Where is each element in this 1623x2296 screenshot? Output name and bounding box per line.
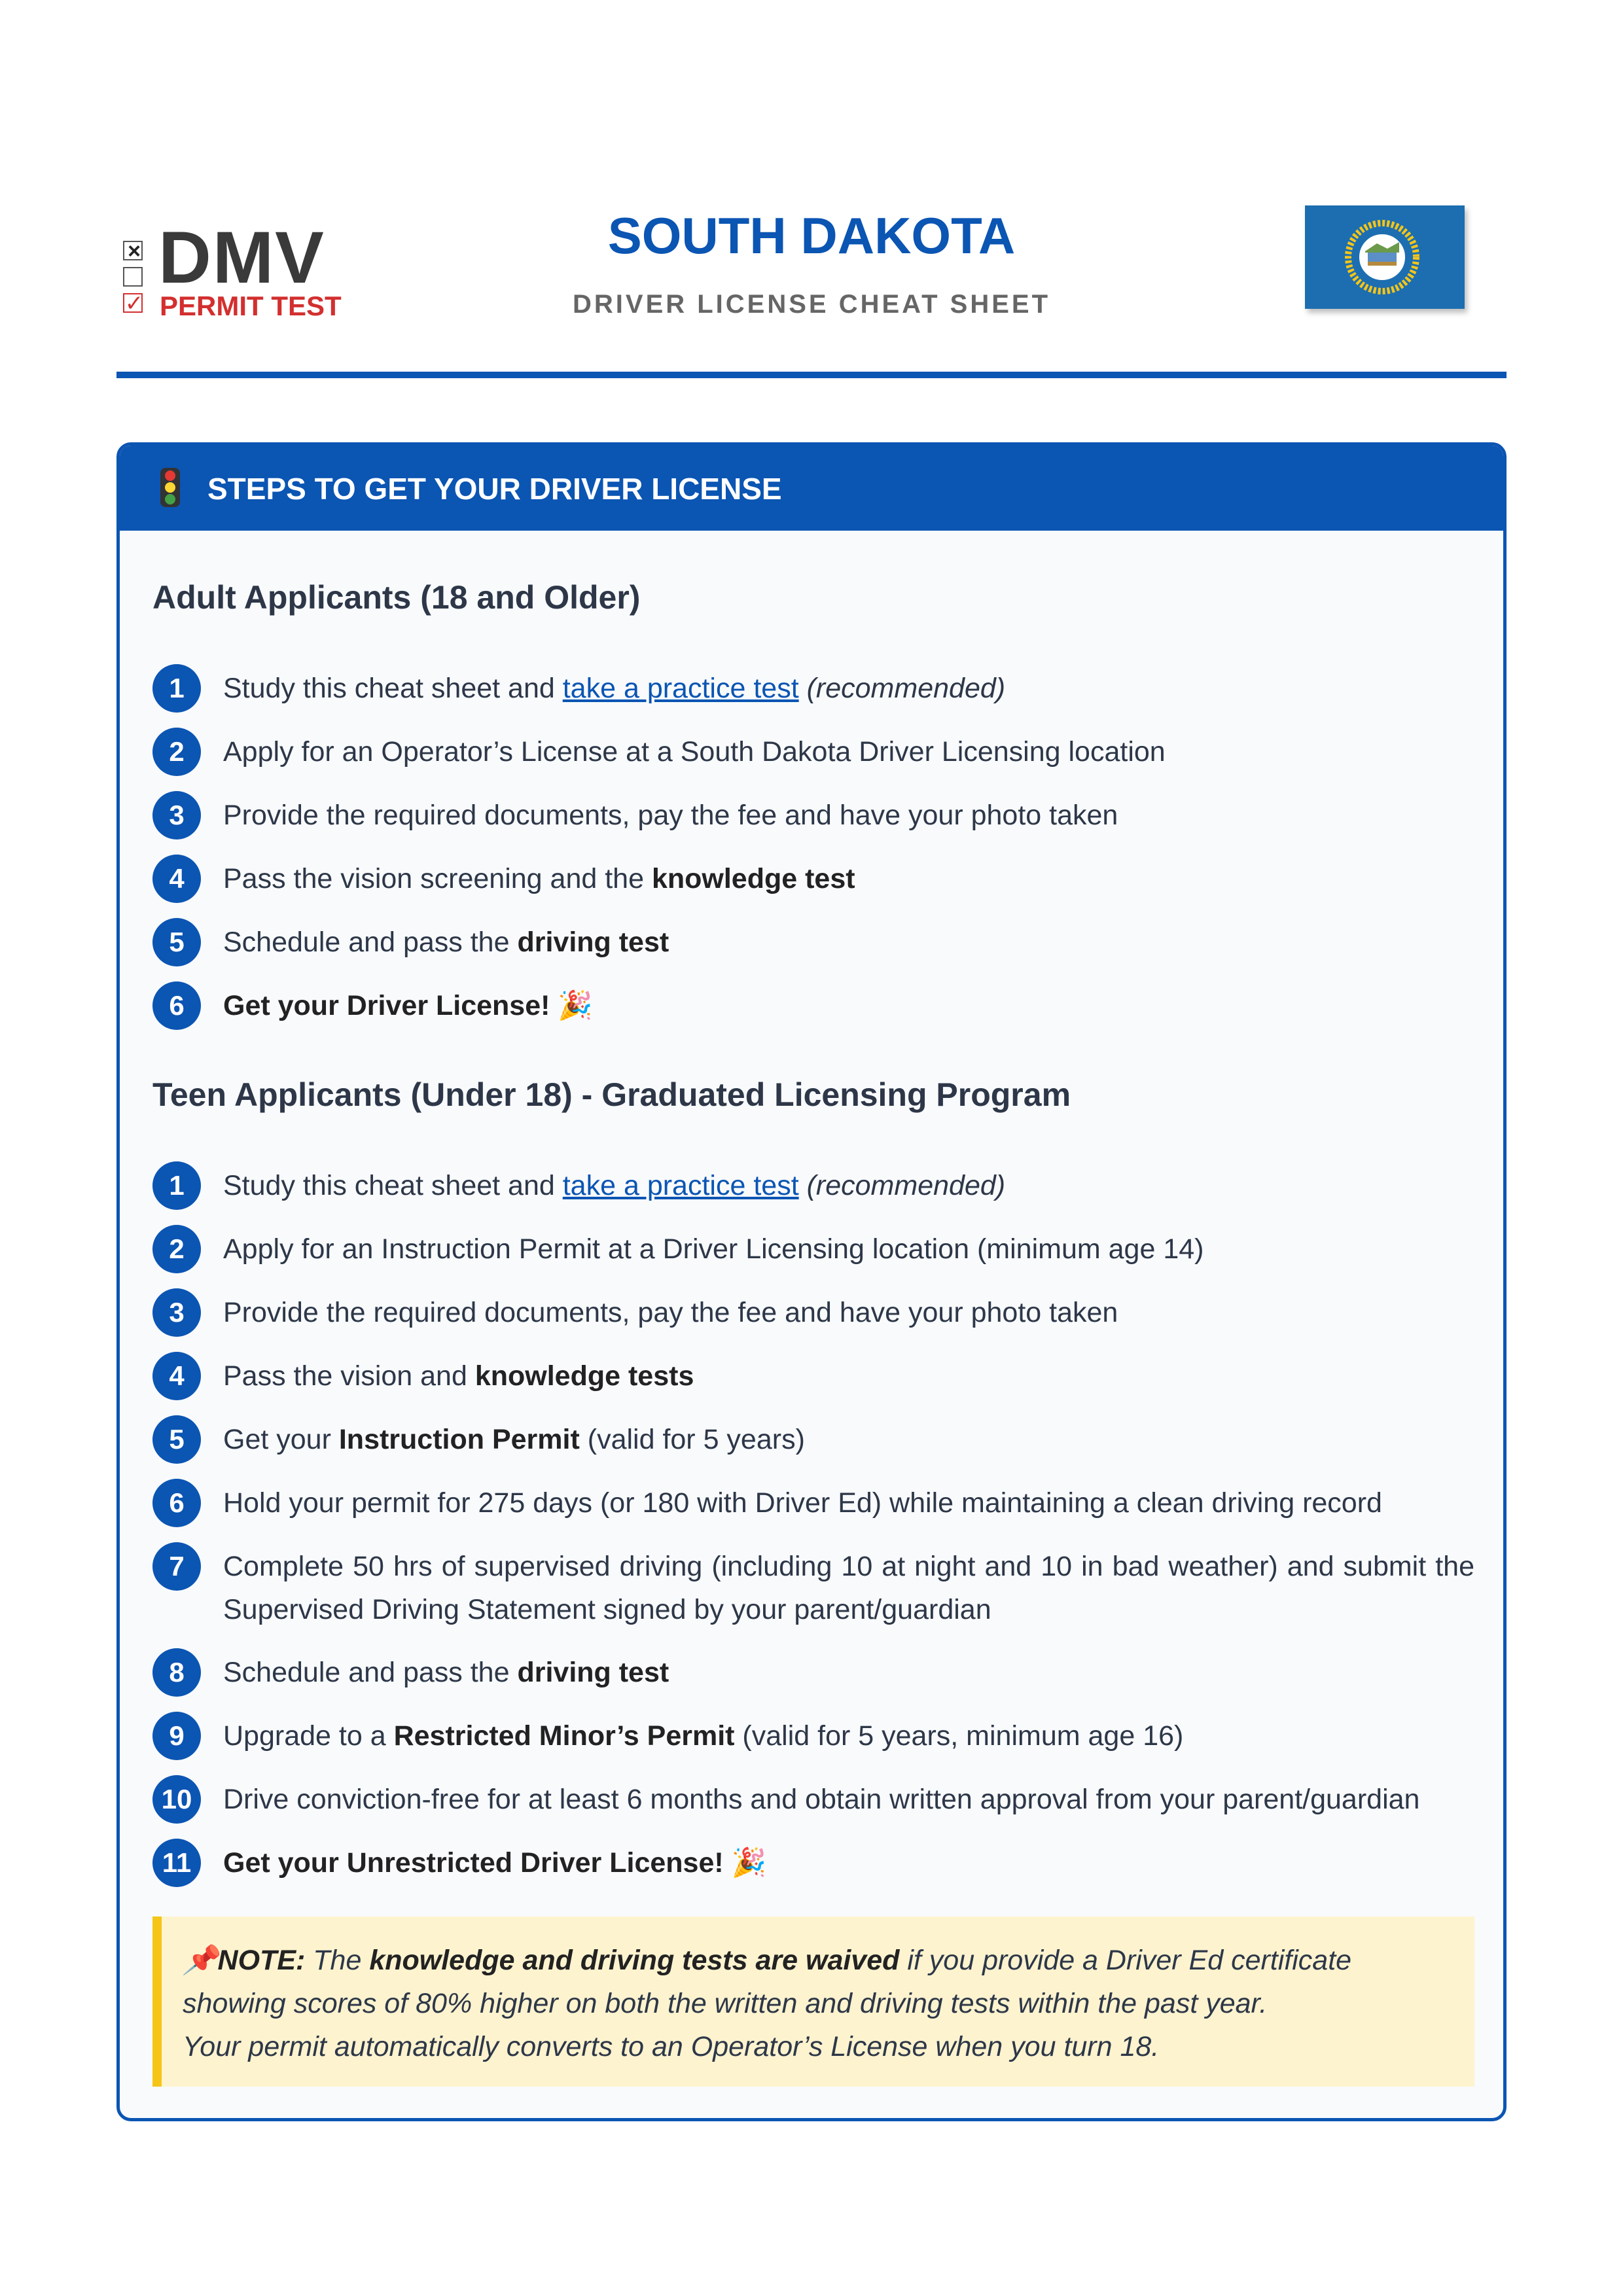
south-dakota-flag [1305, 205, 1465, 309]
step-text: Schedule and pass the driving test [223, 1657, 669, 1688]
traffic-light-icon [160, 468, 180, 507]
pushpin-icon: 📌 [183, 1945, 218, 1976]
page-header [116, 196, 1507, 380]
step-text: Provide the required documents, pay the fee and have your photo taken [223, 1297, 1118, 1328]
step-number: 5 [152, 918, 201, 966]
step-number: 2 [152, 728, 201, 776]
header-divider [116, 372, 1507, 378]
steps-card [116, 442, 1507, 2121]
step-number: 10 [152, 1775, 201, 1824]
step-text: Get your Unrestricted Driver License! 🎉 [223, 1847, 767, 1879]
step-number: 4 [152, 1352, 201, 1400]
step-number: 4 [152, 855, 201, 903]
step-text: Apply for an Instruction Permit at a Driver Licensing location (minimum age 14) [223, 1233, 1204, 1265]
note-text: 📌NOTE: The knowledge and driving tests are waived if you provide a Driver Ed certificate showing scores of 80% higher on both the written and driving tests within the past year. Your permit automatically converts to an Operator’s License when you turn 18. [183, 1945, 1352, 2062]
note-label: NOTE: [217, 1945, 306, 1976]
step-number: 6 [152, 981, 201, 1030]
step-text: Get your Instruction Permit (valid for 5 years) [223, 1424, 805, 1455]
step-text: Apply for an Operator’s License at a South Dakota Driver Licensing location [223, 736, 1166, 768]
step-text: Study this cheat sheet and take a practice test (recommended) [223, 673, 1006, 704]
step-text: Complete 50 hrs of supervised driving (including 10 at night and 10 in bad weather) and submit the Supervised Driving Statement signed by your parent/guardian [223, 1551, 1474, 1625]
practice-test-link[interactable]: take a practice test [562, 673, 799, 704]
checkbox-empty-icon [123, 267, 143, 287]
step-number: 9 [152, 1712, 201, 1760]
step-text: Study this cheat sheet and take a practice test (recommended) [223, 1170, 1006, 1201]
cheat-sheet-subtitle: DRIVER LICENSE CHEAT SHEET [573, 290, 1050, 319]
step-number: 3 [152, 1288, 201, 1337]
logo-permit-test-text: PERMIT TEST [160, 291, 342, 321]
step-number: 6 [152, 1479, 201, 1527]
step-text: Provide the required documents, pay the fee and have your photo taken [223, 800, 1118, 831]
state-title: SOUTH DAKOTA [607, 207, 1016, 264]
step-number: 7 [152, 1542, 201, 1591]
step-text: Hold your permit for 275 days (or 180 with Driver Ed) while maintaining a clean driving record [223, 1487, 1382, 1519]
step-text: Schedule and pass the driving test [223, 927, 669, 958]
step-text: Upgrade to a Restricted Minor’s Permit (valid for 5 years, minimum age 16) [223, 1720, 1184, 1752]
party-popper-icon: 🎉 [558, 990, 593, 1021]
step-number: 1 [152, 664, 201, 713]
step-number: 11 [152, 1839, 201, 1887]
step-number: 5 [152, 1415, 201, 1464]
teen-section-title: Teen Applicants (Under 18) - Graduated Licensing Program [152, 1076, 1071, 1113]
step-text: Pass the vision screening and the knowledge test [223, 863, 855, 894]
party-popper-icon: 🎉 [731, 1847, 767, 1879]
step-text: Get your Driver License! 🎉 [223, 990, 593, 1021]
step-number: 2 [152, 1225, 201, 1273]
step-number: 3 [152, 791, 201, 839]
checkbox-x-icon: × [123, 241, 143, 260]
adult-section-title: Adult Applicants (18 and Older) [152, 579, 641, 616]
step-number: 1 [152, 1161, 201, 1210]
logo-dmv-text: DMV [158, 217, 325, 298]
practice-test-link[interactable]: take a practice test [562, 1170, 799, 1201]
card-header [120, 446, 1503, 531]
card-title: STEPS TO GET YOUR DRIVER LICENSE [207, 472, 782, 506]
step-text: Pass the vision and knowledge tests [223, 1360, 694, 1392]
checkbox-check-icon: ✓ [123, 293, 143, 313]
step-number: 8 [152, 1648, 201, 1697]
step-text: Drive conviction-free for at least 6 months and obtain written approval from your parent/guardian [223, 1784, 1420, 1815]
note-callout [152, 1916, 1474, 2087]
